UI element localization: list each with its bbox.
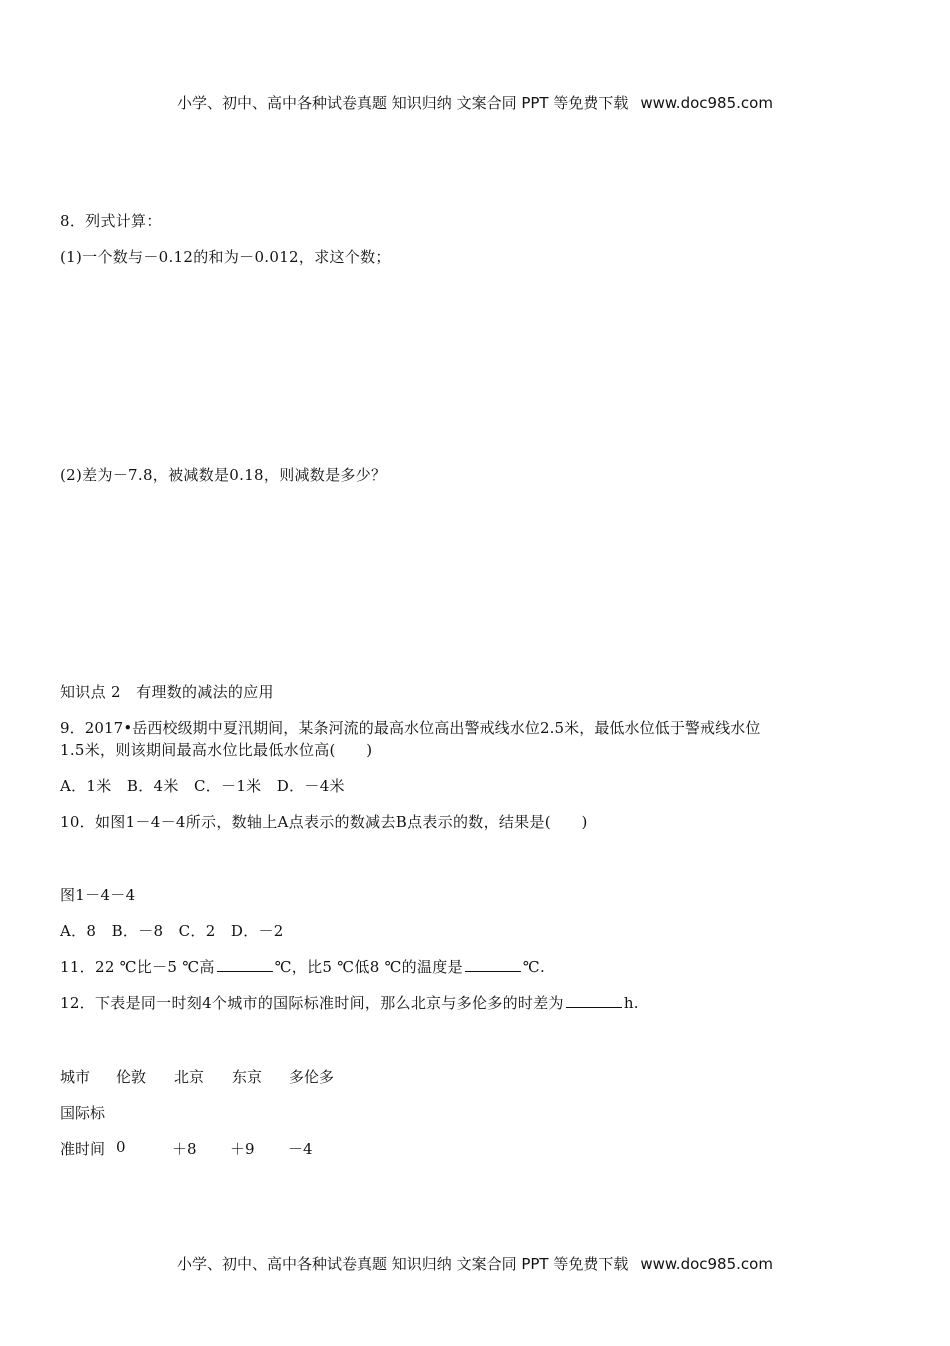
footer-url[interactable]: www.doc985.com xyxy=(640,1255,773,1273)
table-value-tokyo: ＋9 xyxy=(230,1140,255,1158)
q9-line1: 9．2017•岳西校级期中夏汛期间，某条河流的最高水位高出警戒线水位2.5米，最低水位低于警戒线水位 xyxy=(60,719,761,737)
table-header-tokyo: 东京 xyxy=(232,1068,263,1086)
q11-blank-1[interactable] xyxy=(217,957,273,972)
header-url[interactable]: www.doc985.com xyxy=(640,94,773,112)
q10-text: 10．如图1－4－4所示，数轴上A点表示的数减去B点表示的数，结果是( ) xyxy=(60,813,588,831)
q8-part2: (2)差为－7.8，被减数是0.18，则减数是多少？ xyxy=(60,466,387,484)
table-header-london: 伦敦 xyxy=(116,1068,147,1086)
table-value-toronto: －4 xyxy=(288,1140,313,1158)
table-value-beijing: ＋8 xyxy=(172,1140,197,1158)
figure-label: 图1－4－4 xyxy=(60,886,136,904)
page-footer xyxy=(0,1253,950,1274)
table-value-london: 0 xyxy=(116,1138,126,1156)
q10-options: A．8 B．－8 C．2 D．－2 xyxy=(60,922,284,940)
table-row-label-2: 准时间 xyxy=(60,1140,106,1158)
q8-part1: (1)一个数与－0.12的和为－0.012，求这个数； xyxy=(60,248,391,266)
q11-blank-2[interactable] xyxy=(465,957,521,972)
q9-line2: 1.5米，则该期间最高水位比最低水位高( ) xyxy=(60,741,373,759)
q11-text xyxy=(60,957,545,977)
q9-options: A．1米 B．4米 C．－1米 D．－4米 xyxy=(60,777,345,795)
q8-title: 8．列式计算： xyxy=(60,212,162,230)
section-heading: 知识点 2 有理数的减法的应用 xyxy=(60,683,274,701)
q12-blank[interactable] xyxy=(566,993,622,1008)
page-header xyxy=(0,92,950,113)
table-header-toronto: 多伦多 xyxy=(289,1068,335,1086)
q12-text xyxy=(60,993,639,1013)
q11-part1: 11．22 ℃比－5 ℃高 xyxy=(60,958,215,976)
table-header-beijing: 北京 xyxy=(174,1068,205,1086)
table-value-row xyxy=(60,1138,460,1158)
header-text: 小学、初中、高中各种试卷真题 知识归纳 文案合同 PPT 等免费下载 xyxy=(177,94,629,112)
table-row-label-1: 国际标 xyxy=(60,1104,106,1122)
footer-text: 小学、初中、高中各种试卷真题 知识归纳 文案合同 PPT 等免费下载 xyxy=(177,1255,629,1273)
q12-part2: h. xyxy=(623,994,639,1012)
q11-part3: ℃. xyxy=(522,958,546,976)
table-header-city: 城市 xyxy=(60,1068,91,1086)
q11-part2: ℃，比5 ℃低8 ℃的温度是 xyxy=(274,958,463,976)
q12-part1: 12．下表是同一时刻4个城市的国际标准时间，那么北京与多伦多的时差为 xyxy=(60,994,564,1012)
table-header-row xyxy=(60,1066,460,1086)
table-row-label-line1 xyxy=(60,1102,105,1123)
